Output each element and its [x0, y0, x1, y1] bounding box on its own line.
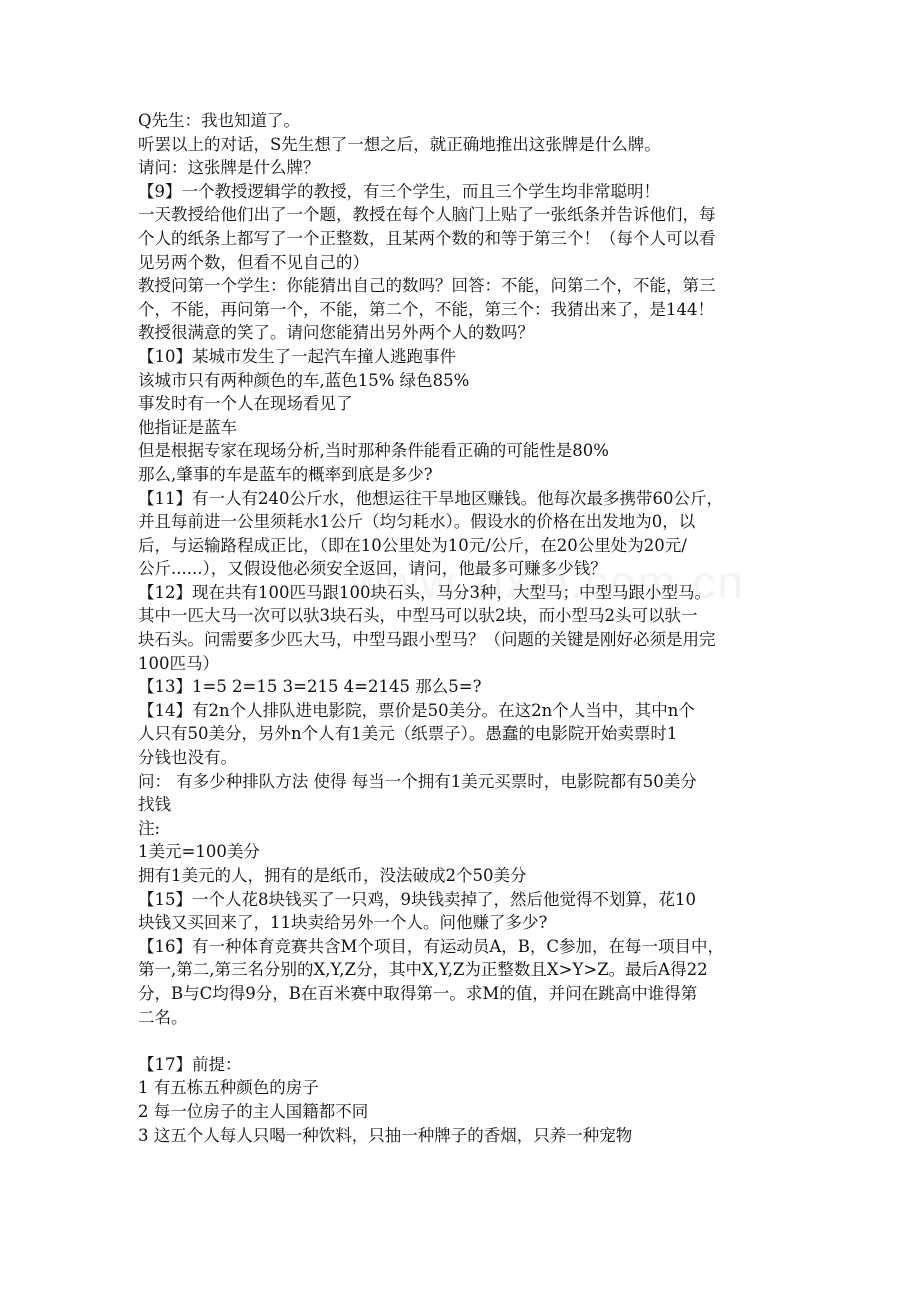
blank-line: [138, 1029, 782, 1053]
text-line: 100匹马）: [138, 653, 219, 673]
text-line: 【9】一个教授逻辑学的教授，有三个学生，而且三个学生均非常聪明！: [138, 181, 660, 201]
text-line: 分，B与C均得9分，B在百米赛中取得第一。求M的值，并问在跳高中谁得第: [138, 983, 698, 1003]
text-line: 问： 有多少种排队方法 使得 每当一个拥有1美元买票时，电影院都有50美分: [138, 771, 697, 791]
text-line: 【15】一个人花8块钱买了一只鸡，9块钱卖掉了，然后他觉得不划算，花10: [138, 889, 696, 909]
text-line: 后，与运输路程成正比，（即在10公里处为10元/公斤，在20公里处为20元/: [138, 535, 687, 555]
text-line: 其中一匹大马一次可以驮3块石头，中型马可以驮2块，而小型马2头可以驮一: [138, 606, 698, 626]
text-line: Q先生：我也知道了。: [138, 111, 301, 130]
text-line: 注:: [138, 818, 161, 838]
text-line: 3 这五个人每人只喝一种饮料，只抽一种牌子的香烟，只养一种宠物: [138, 1125, 633, 1145]
text-line: 拥有1美元的人，拥有的是纸币，没法破成2个50美分: [138, 866, 527, 885]
text-line: 他指证是蓝车: [138, 417, 237, 437]
text-line: 【14】有2n个人排队进电影院，票价是50美分。在这2n个人当中，其中n个: [138, 700, 695, 720]
text-line: 第一,第二,第三名分别的X,Y,Z分，其中X,Y,Z为正整数且X>Y>Z。最后A得22: [138, 960, 708, 980]
text-line: 并且每前进一公里须耗水1公斤（均匀耗水）。假设水的价格在出发地为0，以: [138, 512, 696, 532]
text-line: 听罢以上的对话，S先生想了一想之后，就正确地推出这张牌是什么牌。: [138, 134, 661, 154]
text-line: 分钱也没有。: [138, 748, 237, 768]
text-line: 教授很满意的笑了。请问您能猜出另外两个人的数吗？: [138, 323, 534, 343]
text-line: 块石头。问需要多少匹大马，中型马跟小型马？（问题的关键是刚好必须是用完: [138, 630, 716, 650]
text-line: 【10】某城市发生了一起汽车撞人逃跑事件: [138, 346, 456, 366]
text-line: 二名。: [138, 1007, 188, 1027]
text-line: 个人的纸条上都写了一个正整数，且某两个数的和等于第三个！（每个人可以看: [138, 228, 716, 248]
document-body: [138, 109, 782, 1147]
text-line: 【13】1=5 2=15 3=215 4=2145 那么5=?: [138, 677, 482, 697]
text-line: 那么,肇事的车是蓝车的概率到底是多少?: [138, 464, 433, 484]
text-line: 【11】有一人有240公斤水，他想运往干旱地区赚钱。他每次最多携带60公斤，: [138, 488, 723, 508]
text-line: 该城市只有两种颜色的车,蓝色15% 绿色85%: [138, 370, 470, 390]
text-line: 请问：这张牌是什么牌？: [138, 158, 320, 178]
text-line: 一天教授给他们出了一个题，教授在每个人脑门上贴了一张纸条并告诉他们，每: [138, 205, 716, 225]
text-line: 事发时有一个人在现场看见了: [138, 394, 353, 414]
text-line: 【16】有一种体育竞赛共含M个项目，有运动员A，B，C参加，在每一项目中，: [138, 936, 725, 956]
text-line: 人只有50美分，另外n个人有1美元（纸票子）。愚蠢的电影院开始卖票时1: [138, 724, 678, 744]
text-line: 个，不能，再问第一个，不能，第二个，不能，第三个：我猜出来了，是144！: [138, 299, 714, 319]
text-line: 【12】现在共有100匹马跟100块石头，马分3种，大型马；中型马跟小型马。: [138, 582, 711, 602]
text-line: 1美元=100美分: [138, 842, 260, 862]
text-line: 见另两个数，但看不见自己的）: [138, 252, 369, 272]
text-line: 1 有五栋五种颜色的房子: [138, 1078, 319, 1098]
text-line: 块钱又买回来了，11块卖给另外一个人。问他赚了多少?: [138, 913, 548, 933]
text-line: 找钱: [138, 795, 171, 815]
text-line: 但是根据专家在现场分析,当时那种条件能看正确的可能性是80%: [138, 441, 609, 461]
text-line: 教授问第一个学生：你能猜出自己的数吗？回答：不能，问第二个，不能，第三: [138, 276, 716, 296]
text-line: 【17】前提：: [138, 1054, 242, 1074]
text-line: 公斤......），又假设他必须安全返回，请问，他最多可赚多少钱？: [138, 559, 607, 579]
text-line: 2 每一位房子的主人国籍都不同: [138, 1101, 369, 1121]
